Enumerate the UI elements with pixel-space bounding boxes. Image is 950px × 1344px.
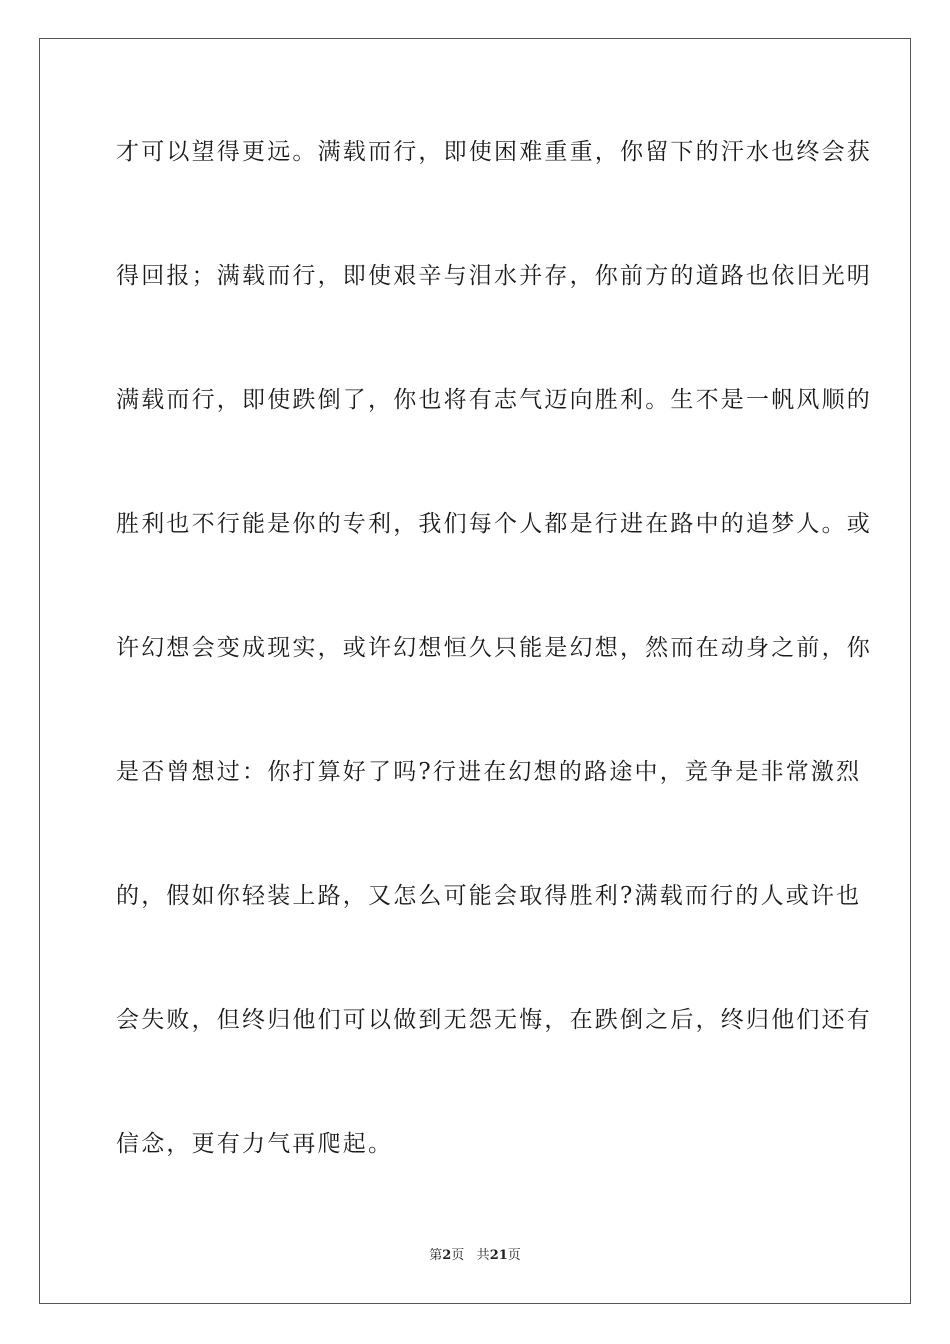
body-text-line: 许幻想会变成现实，或许幻想恒久只能是幻想，然而在动身之前，你 <box>116 635 872 661</box>
total-pages: 21 <box>489 1248 508 1263</box>
body-text-line: 满载而行，即使跌倒了，你也将有志气迈向胜利。生不是一帆风顺的 <box>116 387 872 413</box>
page-border <box>39 38 911 1304</box>
total-pages-suffix: 页 <box>507 1248 521 1263</box>
body-text-line: 胜利也不行能是你的专利，我们每个人都是行进在路中的追梦人。或 <box>116 511 872 537</box>
page-number-suffix: 页 <box>451 1248 465 1263</box>
body-text-line: 得回报；满载而行，即使艰辛与泪水并存，你前方的道路也依旧光明 <box>116 263 872 289</box>
body-text-line: 的，假如你轻装上路，又怎么可能会取得胜利?满载而行的人或许也 <box>116 883 862 909</box>
page-footer <box>0 1248 950 1264</box>
body-text-line: 是否曾想过：你打算好了吗?行进在幻想的路途中，竞争是非常激烈 <box>116 759 862 785</box>
body-text-line: 信念，更有力气再爬起。 <box>116 1131 394 1157</box>
page-number: 2 <box>442 1248 452 1263</box>
body-text-line: 才可以望得更远。满载而行，即使困难重重，你留下的汗水也终会获 <box>116 139 872 165</box>
page-number-prefix: 第 <box>429 1248 443 1263</box>
total-pages-prefix: 共 <box>476 1248 490 1263</box>
body-text-line: 会失败，但终归他们可以做到无怨无悔，在跌倒之后，终归他们还有 <box>116 1007 872 1033</box>
